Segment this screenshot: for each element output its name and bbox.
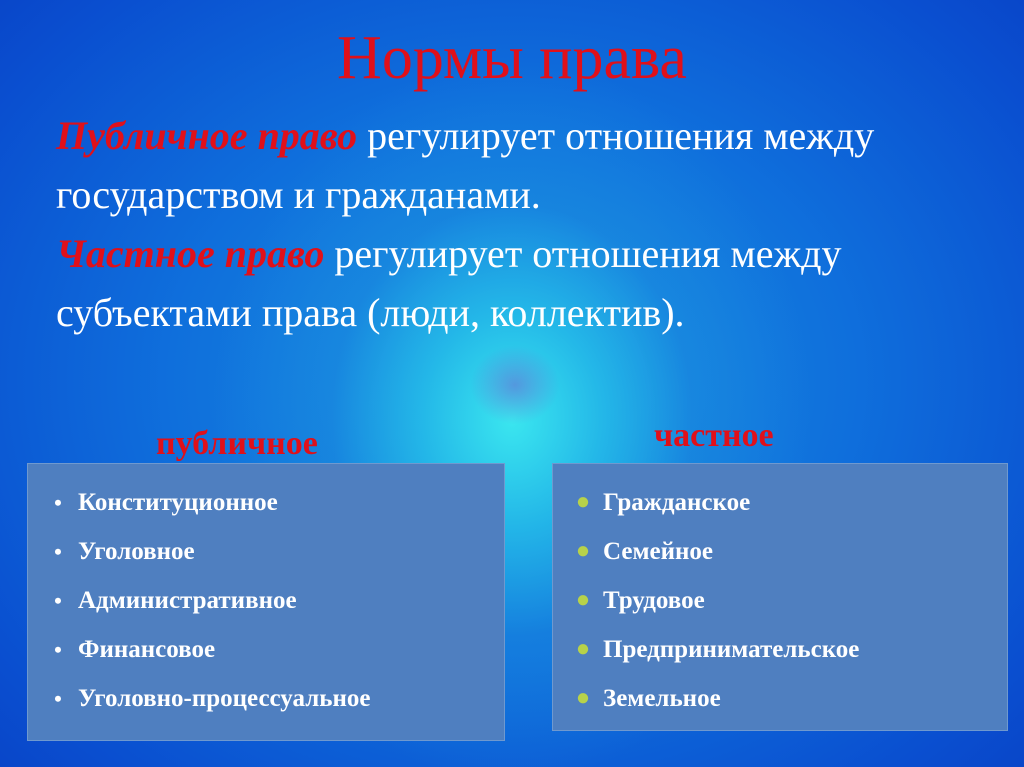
- list-item-label: Гражданское: [603, 488, 751, 516]
- bullet-dot-icon: •: [54, 636, 62, 662]
- private-law-term: Частное право: [56, 231, 325, 276]
- list-item-label: Уголовное: [78, 537, 195, 565]
- private-law-description: регулирует отношения между субъектами права (люди, коллектив).: [56, 231, 842, 335]
- list-item-label: Административное: [78, 586, 297, 614]
- bullet-dot-icon: •: [54, 685, 62, 711]
- background-glow: [470, 345, 560, 425]
- list-item-label: Конституционное: [78, 488, 278, 516]
- bullet-circle-icon: ●: [575, 685, 591, 711]
- bullet-circle-icon: ●: [575, 636, 591, 662]
- intro-paragraph: [56, 106, 986, 342]
- list-item: [38, 576, 370, 625]
- bullet-circle-icon: ●: [575, 587, 591, 613]
- list-item-label: Финансовое: [78, 635, 216, 663]
- list-item: [563, 576, 859, 625]
- bullet-dot-icon: •: [54, 587, 62, 613]
- list-item-label: Семейное: [603, 537, 713, 565]
- private-column-heading: частное: [654, 417, 774, 454]
- bullet-circle-icon: ●: [575, 489, 591, 515]
- public-law-list-box: [27, 463, 505, 741]
- list-item: [38, 478, 370, 527]
- bullet-circle-icon: ●: [575, 538, 591, 564]
- bullet-dot-icon: •: [54, 489, 62, 515]
- private-law-list: [563, 478, 859, 723]
- list-item-label: Уголовно-процессуальное: [78, 684, 371, 712]
- list-item-label: Предпринимательское: [603, 635, 860, 663]
- list-item: [563, 478, 859, 527]
- list-item-label: Трудовое: [603, 586, 705, 614]
- bullet-dot-icon: •: [54, 538, 62, 564]
- public-law-term: Публичное право: [56, 113, 358, 158]
- list-item: [563, 625, 859, 674]
- list-item: [38, 625, 370, 674]
- list-item-label: Земельное: [603, 684, 721, 712]
- public-law-list: [38, 478, 370, 723]
- list-item: [563, 527, 859, 576]
- slide-title: Нормы права: [337, 24, 687, 92]
- list-item: [38, 674, 370, 723]
- list-item: [563, 674, 859, 723]
- private-law-list-box: [552, 463, 1008, 731]
- public-law-description: регулирует отношения между государством и гражданами.: [56, 113, 875, 217]
- public-column-heading: публичное: [156, 425, 318, 462]
- list-item: [38, 527, 370, 576]
